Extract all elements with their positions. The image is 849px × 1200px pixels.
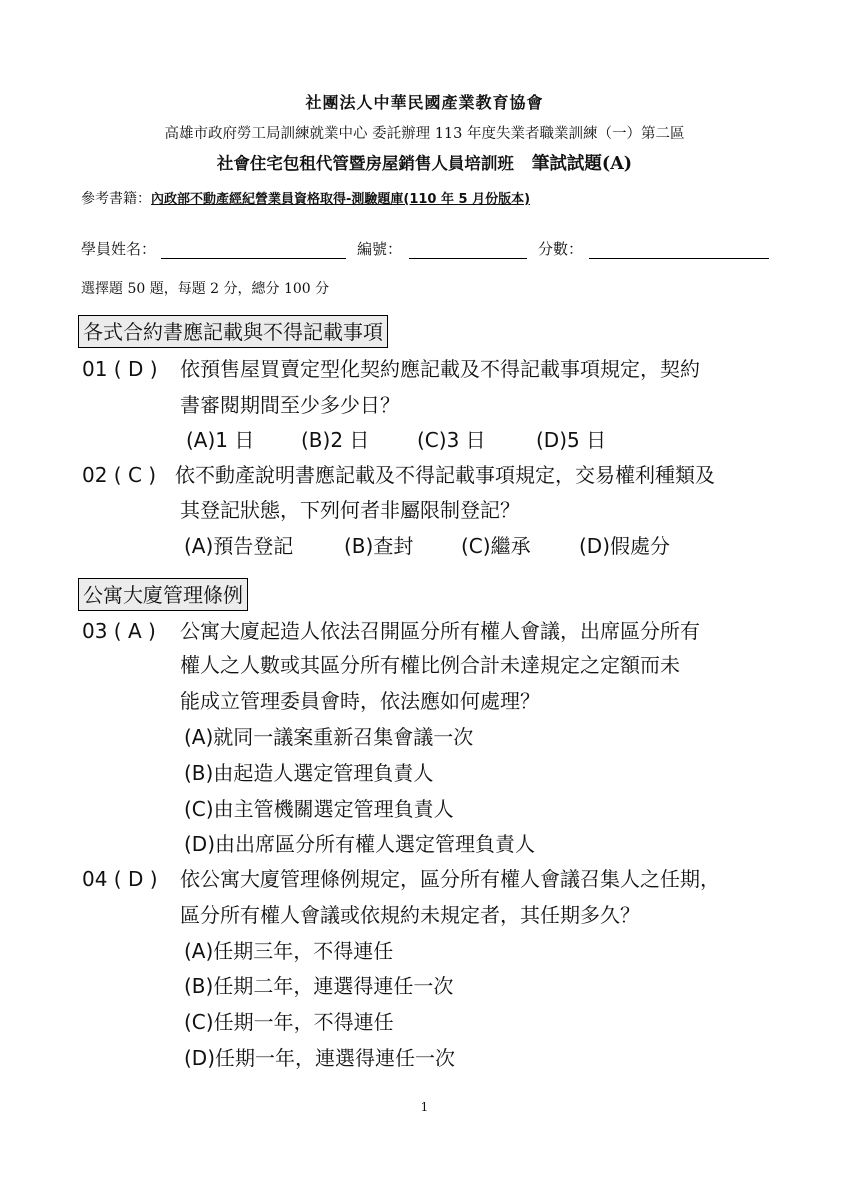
option: (D)5 日 xyxy=(536,428,607,452)
score-blank[interactable] xyxy=(589,258,769,259)
question-text: 其登記狀態，下列何者非屬限制登記？ xyxy=(180,498,520,522)
answer-option: (B)任期二年，連選得連任一次 xyxy=(184,974,454,998)
reference-book xyxy=(81,188,530,208)
commission-line: 高雄市政府勞工局訓練就業中心 委託辦理 113 年度失業者職業訓練（一）第二區 xyxy=(164,126,685,142)
option: (D)假處分 xyxy=(579,534,671,558)
reference-label: 參考書籍： xyxy=(81,191,151,207)
option: (B)2 日 xyxy=(301,428,370,452)
student-name-blank[interactable] xyxy=(161,258,346,259)
reference-title: 內政部不動產經紀營業員資格取得-測驗題庫(110 年 5 月份版本) xyxy=(151,192,531,207)
option: (C)3 日 xyxy=(417,428,486,452)
course-name: 社會住宅包租代管暨房屋銷售人員培訓班 xyxy=(216,154,514,173)
student-id-label: 編號： xyxy=(357,240,403,258)
student-id-blank[interactable] xyxy=(409,258,527,259)
answer-option: (B)由起造人選定管理負責人 xyxy=(184,761,434,785)
question-number: 04 ( D ) xyxy=(82,867,158,891)
question-number: 01 ( D ) xyxy=(82,357,158,381)
question-number: 03 ( A ) xyxy=(82,619,156,643)
option: (A)預告登記 xyxy=(184,534,294,558)
question-text: 區分所有權人會議或依規約未規定者，其任期多久？ xyxy=(180,903,640,927)
answer-option: (A)就同一議案重新召集會議一次 xyxy=(184,725,474,749)
course-title xyxy=(0,150,849,175)
score-label: 分數： xyxy=(538,240,584,258)
student-info-fields xyxy=(81,238,781,262)
scoring-note: 選擇題 50 題，每題 2 分，總分 100 分 xyxy=(81,281,330,297)
question-text: 依不動產說明書應記載及不得記載事項規定，交易權利種類及 xyxy=(175,463,715,487)
answer-option: (A)任期三年，不得連任 xyxy=(184,939,394,963)
question-text: 依預售屋買賣定型化契約應記載及不得記載事項規定，契約 xyxy=(180,357,700,381)
question-text: 依公寓大廈管理條例規定，區分所有權人會議召集人之任期， xyxy=(180,867,720,891)
question-text: 權人之人數或其區分所有權比例合計未達規定之定額而未 xyxy=(180,653,680,677)
option: (C)繼承 xyxy=(461,534,531,558)
organization-title: 社團法人中華民國產業教育協會 xyxy=(305,93,544,112)
answer-option: (D)任期一年，連選得連任一次 xyxy=(184,1046,456,1070)
answer-option: (C)由主管機關選定管理負責人 xyxy=(184,797,454,821)
question-text: 書審閱期間至少多少日？ xyxy=(180,393,400,417)
section-heading: 各式合約書應記載與不得記載事項 xyxy=(78,315,388,348)
page-number: 1 xyxy=(420,1100,429,1114)
option: (B)查封 xyxy=(344,534,414,558)
question-number: 02 ( C ) xyxy=(82,463,157,487)
answer-option: (C)任期一年，不得連任 xyxy=(184,1010,394,1034)
answer-option: (D)由出席區分所有權人選定管理負責人 xyxy=(184,832,536,856)
question-text: 公寓大廈起造人依法召開區分所有權人會議，出席區分所有 xyxy=(180,619,700,643)
section-heading: 公寓大廈管理條例 xyxy=(78,578,248,611)
student-name-label: 學員姓名： xyxy=(81,240,157,258)
option: (A)1 日 xyxy=(186,428,255,452)
exam-title: 筆試試題(A) xyxy=(531,154,633,174)
question-text: 能成立管理委員會時，依法應如何處理？ xyxy=(180,689,540,713)
